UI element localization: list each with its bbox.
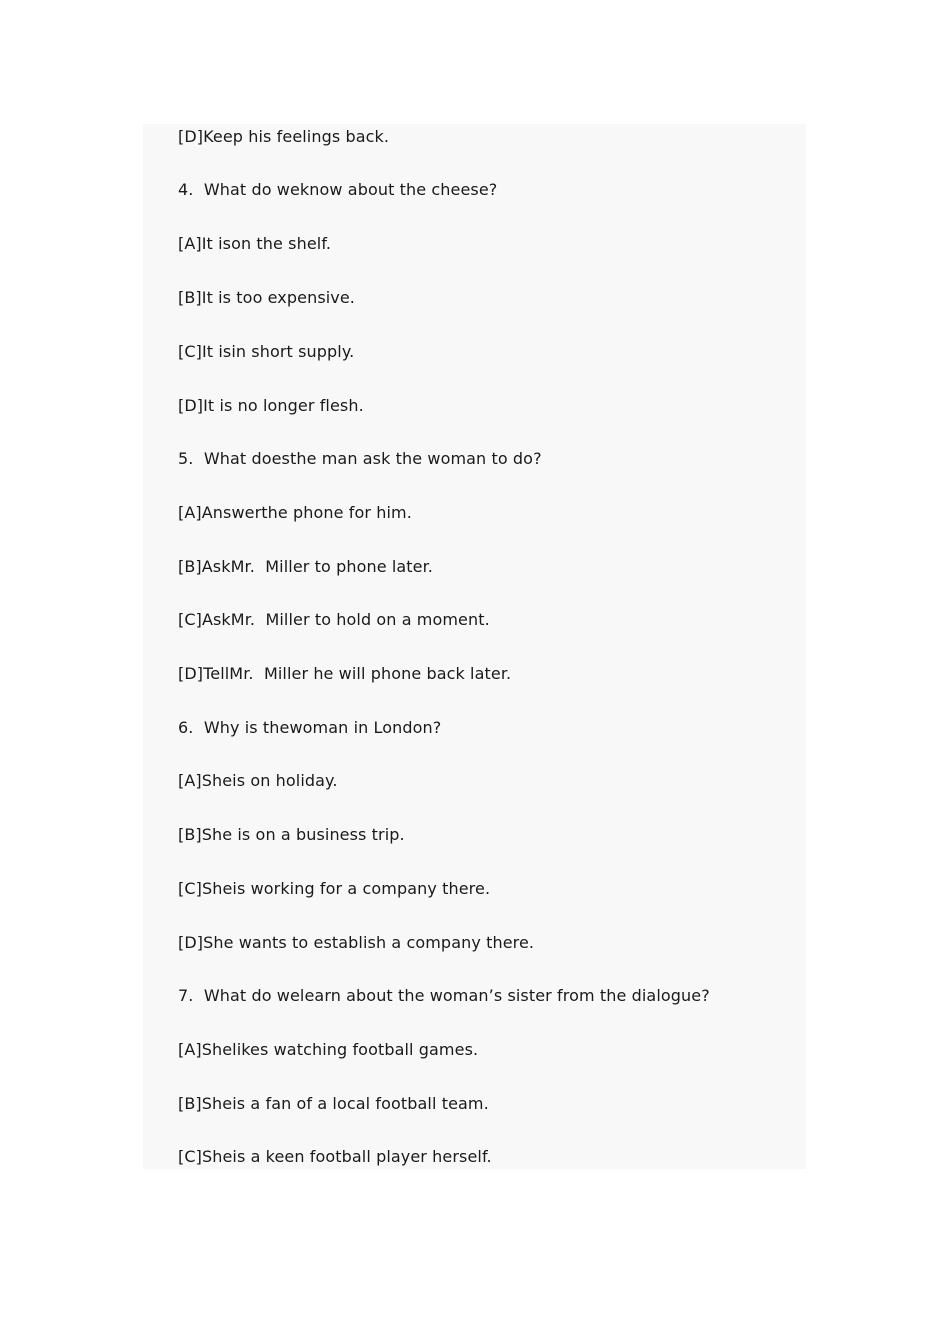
option-d-q6: [D]She wants to establish a company there. [178, 933, 535, 952]
option-b-q6: [B]She is on a business trip. [178, 825, 405, 844]
option-b-q4: [B]It is too expensive. [178, 288, 355, 307]
option-c-q7: [C]Sheis a keen football player herself. [178, 1147, 492, 1166]
option-b-q7: [B]Sheis a fan of a local football team. [178, 1094, 489, 1113]
document-page [143, 124, 806, 1169]
option-a-q6: [A]Sheis on holiday. [178, 771, 338, 790]
option-b-q5: [B]AskMr. Miller to phone later. [178, 557, 433, 576]
option-d-q4: [D]It is no longer flesh. [178, 396, 364, 415]
option-d-q3: [D]Keep his feelings back. [178, 127, 390, 146]
option-a-q5: [A]Answerthe phone for him. [178, 503, 412, 522]
question-7: 7. What do welearn about the woman’s sister from the dialogue? [178, 986, 710, 1005]
question-6: 6. Why is thewoman in London? [178, 718, 442, 737]
option-a-q7: [A]Shelikes watching football games. [178, 1040, 479, 1059]
option-a-q4: [A]It ison the shelf. [178, 234, 332, 253]
option-d-q5: [D]TellMr. Miller he will phone back later. [178, 664, 512, 683]
question-5: 5. What doesthe man ask the woman to do? [178, 449, 542, 468]
option-c-q6: [C]Sheis working for a company there. [178, 879, 491, 898]
option-c-q5: [C]AskMr. Miller to hold on a moment. [178, 610, 490, 629]
question-4: 4. What do weknow about the cheese? [178, 180, 498, 199]
option-c-q4: [C]It isin short supply. [178, 342, 355, 361]
